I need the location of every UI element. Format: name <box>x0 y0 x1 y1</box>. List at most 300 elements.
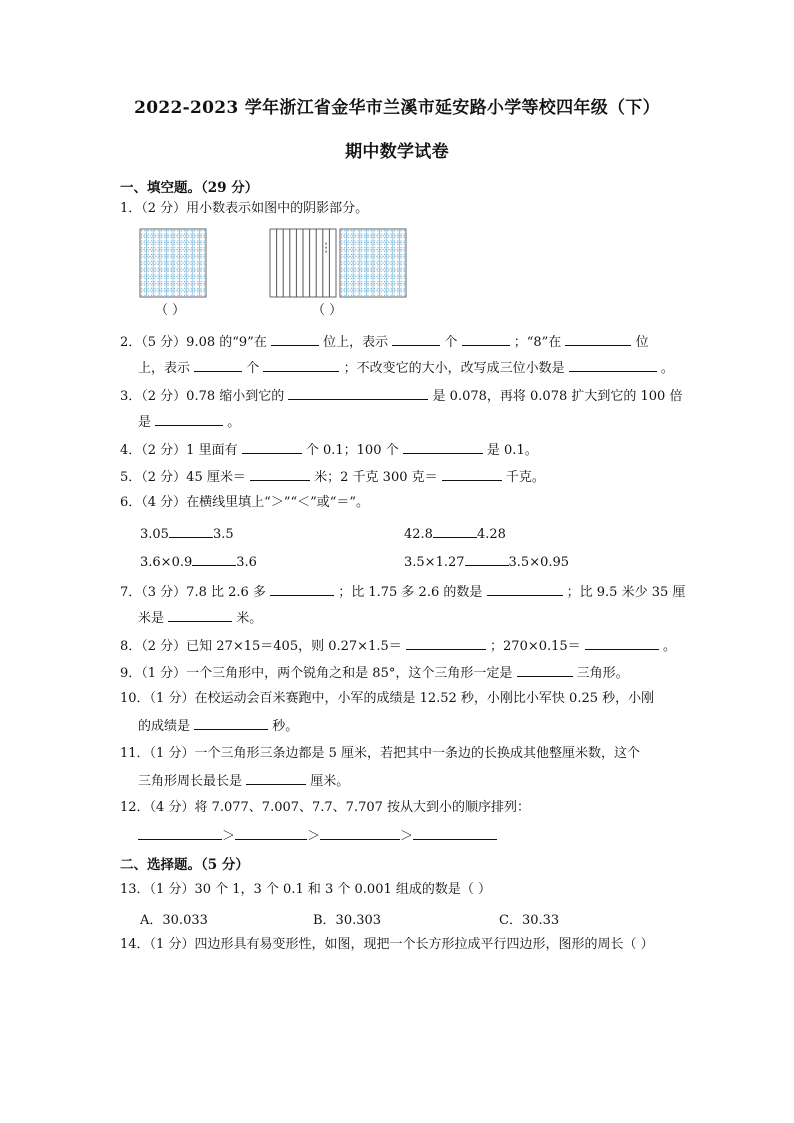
shade-dot <box>348 244 349 245</box>
shade-dot <box>197 257 198 258</box>
shade-dot <box>394 244 395 245</box>
q1-answer-1: （ ） <box>155 303 186 318</box>
q3-line2 <box>138 412 240 432</box>
shade-dot <box>374 244 375 245</box>
q3-blank-2[interactable] <box>155 412 223 426</box>
shade-dot <box>364 295 365 296</box>
shade-dot <box>144 244 145 245</box>
shade-dot <box>344 237 345 238</box>
shade-dot <box>400 271 401 272</box>
shade-dot <box>344 254 345 255</box>
shade-dot <box>164 267 165 268</box>
shade-dot <box>164 288 165 289</box>
shade-dot <box>371 240 372 241</box>
shade-dot <box>177 288 178 289</box>
shade-dot <box>144 250 145 251</box>
q8-blank-2[interactable] <box>585 636 659 650</box>
shade-dot <box>167 278 168 279</box>
shade-dot <box>348 230 349 231</box>
shade-dot <box>144 271 145 272</box>
shade-dot <box>351 267 352 268</box>
shade-dot <box>184 230 185 231</box>
shade-dot <box>381 237 382 238</box>
shade-dot <box>164 250 165 251</box>
q7-text-b: ；比 1.75 多 2.6 的数是 <box>338 585 483 600</box>
shade-dot <box>177 284 178 285</box>
shade-dot <box>200 240 201 241</box>
shade-dot <box>367 257 368 258</box>
shade-dot <box>187 291 188 292</box>
shade-dot <box>197 278 198 279</box>
q7-text-d: 米是 <box>138 611 165 626</box>
shade-dot <box>157 274 158 275</box>
shade-dot <box>200 244 201 245</box>
shade-dot <box>164 244 165 245</box>
shade-dot <box>161 274 162 275</box>
shade-dot <box>384 274 385 275</box>
shade-dot <box>194 230 195 231</box>
shade-dot <box>341 247 342 248</box>
shade-dot <box>377 254 378 255</box>
shade-dot <box>371 233 372 234</box>
shade-dot <box>390 271 391 272</box>
shade-dot <box>154 237 155 238</box>
shade-dot <box>151 295 152 296</box>
shade-dot <box>177 281 178 282</box>
q7-line1 <box>120 582 685 602</box>
shade-dot <box>361 244 362 245</box>
shade-dot <box>387 250 388 251</box>
q6-blank-1[interactable] <box>169 524 213 538</box>
shade-dot <box>357 247 358 248</box>
section-fill-in: 一、填空题。（29 分） <box>120 180 259 196</box>
shade-dot <box>184 233 185 234</box>
shade-dot <box>154 288 155 289</box>
shade-dot <box>394 230 395 231</box>
shade-dot <box>348 271 349 272</box>
shade-dot <box>171 267 172 268</box>
shade-dot <box>381 271 382 272</box>
shade-dot <box>194 295 195 296</box>
shade-dot <box>384 233 385 234</box>
shade-dot <box>384 267 385 268</box>
shade-dot <box>344 257 345 258</box>
q2-line2 <box>138 358 674 378</box>
shade-dot <box>157 247 158 248</box>
shade-dot <box>361 233 362 234</box>
q6-item-3-right: 3.6 <box>236 555 257 570</box>
shade-dot <box>387 257 388 258</box>
shade-dot <box>144 274 145 275</box>
shade-dot <box>344 274 345 275</box>
shade-dot <box>144 254 145 255</box>
shade-dot <box>377 295 378 296</box>
shade-dot <box>177 254 178 255</box>
shade-dot <box>404 233 405 234</box>
shade-dot <box>371 264 372 265</box>
shade-dot <box>354 278 355 279</box>
shade-dot <box>364 247 365 248</box>
shade-dot <box>374 240 375 241</box>
q5-blank-2[interactable] <box>442 467 502 481</box>
shade-dot <box>357 237 358 238</box>
shade-dot <box>367 247 368 248</box>
shade-dot <box>341 278 342 279</box>
shade-dot <box>374 278 375 279</box>
shade-dot <box>200 274 201 275</box>
shade-dot <box>187 264 188 265</box>
shade-dot <box>374 291 375 292</box>
shade-dot <box>354 233 355 234</box>
shade-dot <box>200 254 201 255</box>
q8-text-a: 8．（2 分）已知 27×15＝405，则 0.27×1.5＝ <box>120 639 402 654</box>
grid-figure-2 <box>270 229 336 297</box>
q11-blank-1[interactable] <box>246 771 306 785</box>
shade-dot <box>404 254 405 255</box>
q11-line1: 11．（1 分）一个三角形三条边都是 5 厘米，若把其中一条边的长换成其他整厘米数，这个 <box>120 746 640 761</box>
shade-dot <box>164 274 165 275</box>
shade-dot <box>200 247 201 248</box>
q12-order <box>138 826 497 846</box>
shade-dot <box>348 250 349 251</box>
shade-dot <box>167 244 168 245</box>
q10-line2 <box>138 716 298 736</box>
shade-dot <box>374 257 375 258</box>
shade-dot <box>354 237 355 238</box>
q8-text-b: ；270×0.15＝ <box>490 639 581 654</box>
q1-stem: 1．（2 分）用小数表示如图中的阴影部分。 <box>120 201 369 216</box>
shade-dot <box>367 271 368 272</box>
q12-stem: 12．（4 分）将 7.077、7.007、7.7、7.707 按从大到小的顺序排列： <box>120 800 531 815</box>
q9-text-a: 9．（1 分）一个三角形中，两个锐角之和是 85°，这个三角形一定是 <box>120 666 513 681</box>
shade-dot <box>184 291 185 292</box>
shade-dot <box>387 244 388 245</box>
q2-blank-6[interactable] <box>263 358 339 372</box>
shade-dot <box>190 244 191 245</box>
shade-dot <box>361 281 362 282</box>
q5-text-c: 千克。 <box>505 470 545 485</box>
shade-dot <box>384 271 385 272</box>
q3-line1 <box>120 386 682 406</box>
shade-dot <box>164 281 165 282</box>
q8 <box>120 636 676 656</box>
shade-dot <box>197 230 198 231</box>
shade-dot <box>148 267 149 268</box>
shade-dot <box>397 284 398 285</box>
q10-blank-1[interactable] <box>194 716 268 730</box>
q12-blank-3[interactable] <box>320 826 400 840</box>
shade-dot <box>148 244 149 245</box>
q6-blank-3[interactable] <box>192 552 236 566</box>
shade-dot <box>404 230 405 231</box>
shade-dot <box>144 291 145 292</box>
shade-dot <box>197 291 198 292</box>
shade-dot <box>144 240 145 241</box>
shade-dot <box>157 291 158 292</box>
shade-dot <box>377 257 378 258</box>
q12-gt-1: ＞ <box>222 829 236 844</box>
q12-blank-4[interactable] <box>413 826 497 840</box>
shade-dot <box>384 264 385 265</box>
shade-dot <box>394 261 395 262</box>
shade-dot <box>174 254 175 255</box>
shade-dot <box>351 244 352 245</box>
q12-blank-2[interactable] <box>235 826 307 840</box>
shade-dot <box>154 250 155 251</box>
shade-dot <box>161 264 162 265</box>
shade-dot <box>381 278 382 279</box>
q2-blank-4[interactable] <box>565 332 631 346</box>
shade-dot <box>387 271 388 272</box>
shade-dot <box>184 247 185 248</box>
shade-dot <box>357 230 358 231</box>
shade-dot <box>167 264 168 265</box>
shade-dot <box>397 281 398 282</box>
shade-dot <box>364 274 365 275</box>
shade-dot <box>171 274 172 275</box>
shade-dot <box>397 278 398 279</box>
shade-dot <box>374 288 375 289</box>
shade-dot <box>351 240 352 241</box>
shade-dot <box>354 261 355 262</box>
shade-dot <box>404 271 405 272</box>
q6-item-2-left: 42.8 <box>404 527 433 542</box>
shade-dot <box>351 233 352 234</box>
shade-dot <box>390 274 391 275</box>
shade-dot <box>404 261 405 262</box>
shade-dot <box>197 274 198 275</box>
shade-dot <box>181 264 182 265</box>
shade-dot <box>174 237 175 238</box>
shade-dot <box>381 284 382 285</box>
shade-dot <box>404 250 405 251</box>
q7-blank-2[interactable] <box>487 582 563 596</box>
q5-blank-1[interactable] <box>250 467 310 481</box>
shade-dot <box>344 264 345 265</box>
shade-dot <box>361 295 362 296</box>
q14-stem: 14．（1 分）四边形具有易变形性，如图，现把一个长方形拉成平行四边形，图形的周长（ ） <box>120 937 654 952</box>
shade-dot <box>174 274 175 275</box>
shade-dot <box>400 244 401 245</box>
shade-dot <box>184 267 185 268</box>
shade-dot <box>167 254 168 255</box>
q2-blank-1[interactable] <box>271 332 319 346</box>
q5-text-b: 米；2 千克 300 克＝ <box>314 470 438 485</box>
shade-dot <box>174 244 175 245</box>
shade-dot <box>190 288 191 289</box>
shade-dot <box>364 233 365 234</box>
q9-blank-1[interactable] <box>517 663 573 677</box>
shade-dot <box>361 291 362 292</box>
shade-dot <box>200 295 201 296</box>
shade-dot <box>361 278 362 279</box>
shade-dot <box>197 264 198 265</box>
shade-dot <box>341 264 342 265</box>
shade-dot <box>174 257 175 258</box>
shade-dot <box>161 247 162 248</box>
shade-dot <box>364 278 365 279</box>
shade-dot <box>144 247 145 248</box>
shade-dot <box>161 250 162 251</box>
shade-dot <box>394 254 395 255</box>
shade-dot <box>354 284 355 285</box>
shade-dot <box>144 230 145 231</box>
shade-dot <box>141 267 142 268</box>
shade-dot <box>187 237 188 238</box>
shade-dot <box>341 254 342 255</box>
shade-dot <box>351 278 352 279</box>
q2-text-f: 上，表示 <box>138 361 191 376</box>
q7-blank-1[interactable] <box>270 582 334 596</box>
shade-dot <box>381 295 382 296</box>
shade-dot <box>351 237 352 238</box>
shade-dot <box>404 264 405 265</box>
shade-dot <box>181 230 182 231</box>
shade-dot <box>144 288 145 289</box>
q3-blank-1[interactable] <box>288 386 428 400</box>
q13-option-a[interactable]: A．30.033 <box>140 913 208 928</box>
q2-text-d: ；“8”在 <box>513 335 562 350</box>
shade-dot <box>187 244 188 245</box>
shade-dot <box>167 247 168 248</box>
q2-blank-2[interactable] <box>392 332 440 346</box>
q7-blank-3[interactable] <box>168 608 232 622</box>
q7-text-c: ；比 9.5 米少 35 厘 <box>566 585 686 600</box>
shade-dot <box>357 244 358 245</box>
shade-dot <box>177 295 178 296</box>
shade-dot <box>151 244 152 245</box>
shade-dot <box>167 250 168 251</box>
q1-answer-2: （ ） <box>312 303 343 318</box>
shade-dot <box>374 267 375 268</box>
shade-dot <box>167 261 168 262</box>
shade-dot <box>197 247 198 248</box>
shade-dot <box>197 267 198 268</box>
q13-option-b[interactable]: B．30.303 <box>313 913 382 928</box>
shade-dot <box>361 271 362 272</box>
shade-dot <box>357 295 358 296</box>
shade-dot <box>404 278 405 279</box>
shade-dot <box>371 261 372 262</box>
shade-dot <box>151 261 152 262</box>
shade-dot <box>357 281 358 282</box>
shade-dot <box>394 288 395 289</box>
q6-blank-2[interactable] <box>433 524 477 538</box>
shade-dot <box>400 295 401 296</box>
shade-dot <box>400 247 401 248</box>
shade-dot <box>200 271 201 272</box>
shade-dot <box>394 257 395 258</box>
shade-dot <box>174 281 175 282</box>
shade-dot <box>400 250 401 251</box>
shade-dot <box>354 247 355 248</box>
shade-dot <box>154 233 155 234</box>
q2-blank-7[interactable] <box>569 358 657 372</box>
shade-dot <box>157 267 158 268</box>
q4-blank-1[interactable] <box>242 440 302 454</box>
shade-dot <box>167 237 168 238</box>
shade-dot <box>154 261 155 262</box>
q12-blank-1[interactable] <box>138 826 222 840</box>
shade-dot <box>387 240 388 241</box>
shade-dot <box>171 288 172 289</box>
shade-dot <box>357 240 358 241</box>
shade-dot <box>377 247 378 248</box>
shade-dot <box>187 278 188 279</box>
shade-dot <box>154 274 155 275</box>
shade-dot <box>367 291 368 292</box>
shade-dot <box>397 288 398 289</box>
shade-dot <box>348 284 349 285</box>
shade-dot <box>164 240 165 241</box>
shade-dot <box>171 250 172 251</box>
q13-option-c[interactable]: C．30.33 <box>499 913 560 928</box>
shade-dot <box>184 240 185 241</box>
shade-dot <box>387 295 388 296</box>
q8-blank-1[interactable] <box>406 636 486 650</box>
shade-dot <box>154 240 155 241</box>
shade-dot <box>390 288 391 289</box>
shade-dot <box>194 233 195 234</box>
shade-dot <box>367 230 368 231</box>
shade-dot <box>197 233 198 234</box>
q4-blank-2[interactable] <box>403 440 483 454</box>
shade-dot <box>390 233 391 234</box>
shade-dot <box>354 274 355 275</box>
shade-dot <box>148 295 149 296</box>
shade-dot <box>204 288 205 289</box>
shade-dot <box>341 250 342 251</box>
shade-dot <box>351 254 352 255</box>
shade-dot <box>341 274 342 275</box>
shade-dot <box>187 284 188 285</box>
shade-dot <box>374 237 375 238</box>
shade-dot <box>381 288 382 289</box>
shade-dot <box>374 274 375 275</box>
shade-dot <box>161 230 162 231</box>
shade-dot <box>364 284 365 285</box>
shade-dot <box>148 281 149 282</box>
shade-dot <box>371 295 372 296</box>
q2-blank-3[interactable] <box>462 332 510 346</box>
shade-dot <box>341 291 342 292</box>
shade-dot <box>204 284 205 285</box>
shade-dot <box>397 240 398 241</box>
shade-dot <box>154 271 155 272</box>
shade-dot <box>387 284 388 285</box>
shade-dot <box>361 247 362 248</box>
shade-dot <box>384 230 385 231</box>
shade-dot <box>161 291 162 292</box>
shade-dot <box>148 291 149 292</box>
shade-dot <box>364 254 365 255</box>
shade-dot <box>148 278 149 279</box>
shade-dot <box>194 288 195 289</box>
shade-dot <box>151 240 152 241</box>
q2-blank-5[interactable] <box>194 358 242 372</box>
shade-dot <box>384 295 385 296</box>
q6-blank-4[interactable] <box>465 552 509 566</box>
shade-dot <box>390 247 391 248</box>
shade-dot <box>154 267 155 268</box>
shade-dot <box>344 240 345 241</box>
shade-dot <box>197 281 198 282</box>
shade-dot <box>377 284 378 285</box>
shade-dot <box>200 278 201 279</box>
shade-dot <box>144 257 145 258</box>
shade-dot <box>344 233 345 234</box>
shade-dot <box>404 274 405 275</box>
